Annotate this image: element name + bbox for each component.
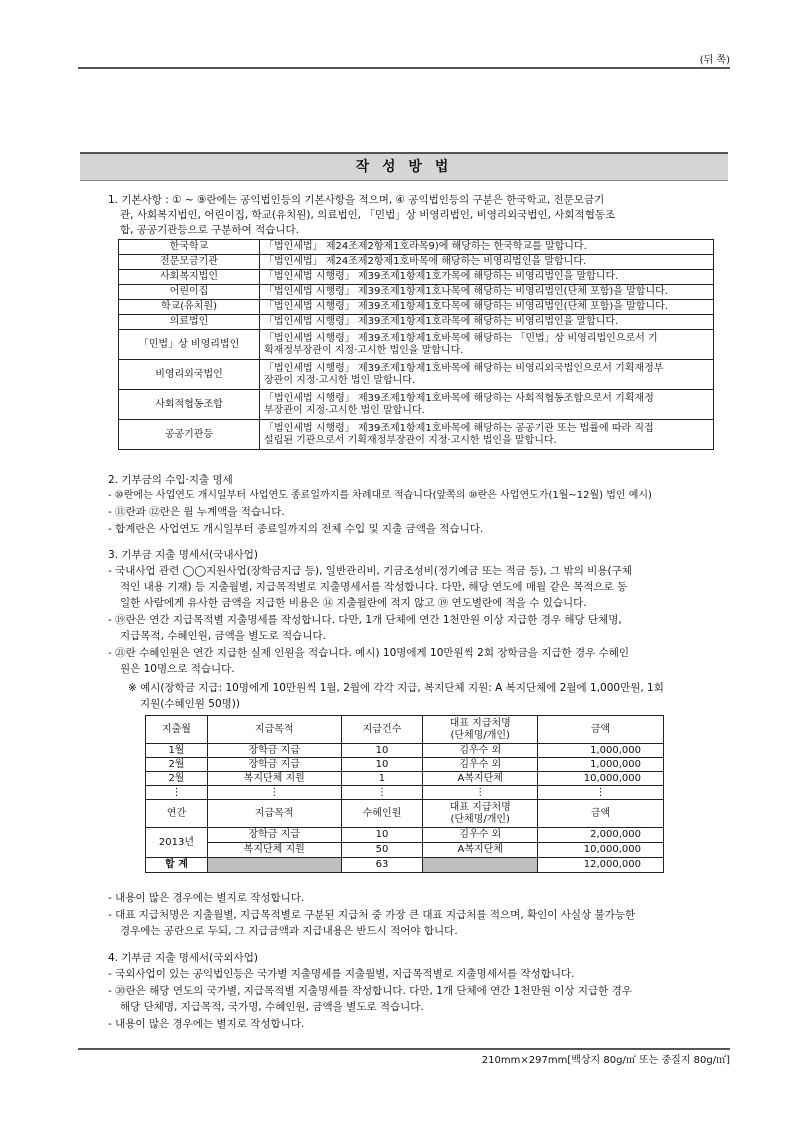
cell: 복지단체 지원 [207,772,341,786]
header-cell [423,716,538,744]
s3-heading: 3. 기부금 지출 명세서(국내사업) [108,549,258,561]
s3-line: - 대표 지급처명은 지출월별, 지급목적별로 구분된 지급처 중 가장 큰 대표 지급처를 적으며, 확인이 사실상 불가능한 [108,909,636,921]
table-row [146,786,664,800]
desc-line: 「법인세법 시행령」 제39조제1항제1호다목에 해당하는 비영리법인(단체 포함)을 말합니다. [264,301,668,312]
s4-line: 해당 단체명, 지급목적, 국가명, 수혜인원, 금액을 별도로 적습니다. [120,1001,424,1013]
header-cell: 수혜인원 [341,800,423,828]
s3-line: - 국내사업 관련 ◯◯지원사업(장학금지급 등), 일반관리비, 기금조성비(정기예금 또는 적금 등), 그 밖의 비용(구체 [108,565,632,577]
cell: 1,000,000 [538,744,664,758]
example-table [145,715,664,873]
s3-line: - ⑲란은 연간 지급목적별 지출명세를 작성합니다. 다만, 1개 단체에 연간 1천만원 이상 지급한 경우 해당 단체명, [108,614,622,626]
desc-cell [260,255,714,270]
s3-example: ※ 예시(장학금 지급: 10명에게 10만원씩 1월, 2월에 각각 지급, 복지단체 지원: A 복지단체에 2월에 1,000만원, 1회 [128,682,664,694]
table-row [119,285,714,300]
table-row [119,270,714,285]
desc-line: 획재정부장관이 지정·고시한 법인을 말합니다. [264,344,464,356]
cell: 10 [341,828,423,843]
cell: A복지단체 [423,843,538,858]
header-cell: 지급목적 [207,800,341,828]
header-line: (단체명/개인) [450,729,510,741]
cell: ⋮ [538,786,664,800]
desc-cell [260,420,714,450]
cell: 복지단체 지원 [207,843,341,858]
type-cell: 한국학교 [119,240,260,255]
total-count: 63 [341,858,423,873]
type-cell: 사회복지법인 [119,270,260,285]
cell: ⋮ [146,786,208,800]
s2-line: - ⑩란에는 사업연도 개시일부터 사업연도 종료일까지를 차례대로 적습니다(앞쪽의 ⑩란은 사업연도가(1월~12월) 법인 예시) [108,490,652,501]
desc-line: 「법인세법 시행령」 제39조제1항제1호바목에 해당하는 사회적협동조합으로서 기획재정 [264,392,654,404]
s3-line: 일한 사람에게 유사한 금액을 지급한 비용은 ⑭ 지출월란에 적지 않고 ⑲ 연도별란에 적을 수 있습니다. [120,597,587,609]
cell: 2,000,000 [538,828,664,843]
cell: 장학금 지급 [207,828,341,843]
desc-cell [260,315,714,330]
s3-line: - 내용이 많은 경우에는 별지로 작성합니다. [108,892,305,904]
cell: 김우수 외 [423,758,538,772]
type-cell: 「민법」상 비영리법인 [119,330,260,360]
desc-line: 「법인세법」 제24조제2항제1호바목에 해당하는 비영리법인을 말합니다. [264,256,587,267]
table-row [119,255,714,270]
cell: 10,000,000 [538,843,664,858]
table-row [146,843,664,858]
desc-line: 「법인세법 시행령」 제39조제1항제1호바목에 해당하는 비영리외국법인으로서 기획재정부 [264,362,664,374]
table-row [146,744,664,758]
desc-line: 설립된 기관으로서 기획재정부장관이 지정·고시한 법인을 말합니다. [264,434,557,446]
desc-line: 장관이 지정·고시한 법인 말합니다. [264,374,416,386]
desc-line: 「법인세법 시행령」 제39조제1항제1호나목에 해당하는 비영리법인(단체 포함)을 말합니다. [264,286,668,297]
total-amount: 12,000,000 [538,858,664,873]
cell: 2월 [146,758,208,772]
cell: 장학금 지급 [207,758,341,772]
table-row [119,360,714,390]
s2-line: - 합계란은 사업연도 개시일부터 종료일까지의 전체 수입 및 지출 금액을 적습니다. [108,523,484,535]
header-cell: 지급건수 [341,716,423,744]
header-cell: 금액 [538,716,664,744]
desc-line: 부장관이 지정·고시한 법인 말합니다. [264,404,425,416]
desc-cell [260,330,714,360]
type-cell: 사회적협동조합 [119,390,260,420]
s3-line: 원은 10명으로 적습니다. [120,663,235,675]
header-cell: 연간 [146,800,208,828]
table-row [119,240,714,255]
desc-cell [260,270,714,285]
type-cell: 어린이집 [119,285,260,300]
header-cell: 지출월 [146,716,208,744]
cell: 2월 [146,772,208,786]
page-title: 작 성 방 법 [80,152,728,181]
cell: 10 [341,758,423,772]
s3-example: 지원(수혜인원 50명)) [140,698,240,710]
cell: 김우수 외 [423,744,538,758]
cell: ⋮ [423,786,538,800]
table-header-row [146,716,664,744]
desc-line: 「법인세법」 제24조제2항제1호라목9)에 해당하는 한국학교를 말합니다. [264,241,587,252]
cell: 10,000,000 [538,772,664,786]
cell: 1 [341,772,423,786]
table-row [119,330,714,360]
cell: 50 [341,843,423,858]
cell: 김우수 외 [423,828,538,843]
table-row [146,772,664,786]
cell: 10 [341,744,423,758]
desc-line: 「법인세법 시행령」 제39조제1항제1호바목에 해당하는 공공기관 또는 법률에 따라 직접 [264,422,654,434]
s2-line: - ⑪란과 ⑫란은 월 누계액을 적습니다. [108,506,285,518]
table-row [146,828,664,843]
table-row [119,420,714,450]
s4-heading: 4. 기부금 지출 명세서(국외사업) [108,952,258,964]
type-cell: 비영리외국법인 [119,360,260,390]
corp-type-table [118,239,714,450]
header-cell: 지급목적 [207,716,341,744]
desc-cell [260,285,714,300]
s3-line: 지급목적, 수혜인원, 금액을 별도로 적습니다. [120,630,326,642]
s3-line: 경우에는 공란으로 두되, 그 지급금액과 지급내용은 반드시 적어야 합니다. [120,925,458,937]
total-row [146,858,664,873]
s1-line: 관, 사회복지법인, 어린이집, 학교(유치원), 의료법인, 「민법」상 비영리법인, 비영리외국법인, 사회적협동조 [120,209,616,221]
s1-line: 합, 공공기관등으로 구분하여 적습니다. [120,224,299,236]
s3-line: 적인 내용 기재) 등 지출월별, 지급목적별로 지출명세서를 작성합니다. 다만, 해당 연도에 매월 같은 목적으로 동 [120,581,628,593]
type-cell: 공공기관등 [119,420,260,450]
table-row [146,758,664,772]
cell: ⋮ [207,786,341,800]
page-side-note: (뒤 쪽) [699,55,730,66]
bottom-rule [78,1048,730,1050]
type-cell: 의료법인 [119,315,260,330]
s2-heading: 2. 기부금의 수입·지출 명세 [108,474,233,486]
header-line: 대표 지급처명 [449,801,511,813]
top-rule [78,67,730,69]
total-label: 합 계 [146,858,208,873]
year-cell: 2013년 [146,828,208,858]
cell: 1,000,000 [538,758,664,772]
s4-line: - 내용이 많은 경우에는 별지로 작성합니다. [108,1018,305,1030]
type-cell: 학교(유치원) [119,300,260,315]
desc-cell [260,300,714,315]
desc-line: 「법인세법 시행령」 제39조제1항제1호바목에 해당하는 「민법」상 비영리법인으로서 기 [264,332,658,344]
header-cell: 금액 [538,800,664,828]
desc-cell [260,390,714,420]
paper-spec: 210mm×297mm[백상지 80g/㎡ 또는 중질지 80g/㎡] [481,1055,730,1066]
cell: A복지단체 [423,772,538,786]
table-header-row [146,800,664,828]
s4-line: - ㉚란은 해당 연도의 국가별, 지급목적별 지출명세를 작성합니다. 다만, 1개 단체에 연간 1천만원 이상 지급한 경우 [108,985,632,997]
desc-line: 「법인세법 시행령」 제39조제1항제1호가목에 해당하는 비영리법인을 말합니다. [264,271,619,282]
cell: 장학금 지급 [207,744,341,758]
desc-cell [260,360,714,390]
gray-cell [207,858,341,873]
cell: 1월 [146,744,208,758]
header-cell [423,800,538,828]
desc-cell [260,240,714,255]
table-row [119,300,714,315]
desc-line: 「법인세법 시행령」 제39조제1항제1호라목에 해당하는 비영리법인을 말합니다. [264,316,619,327]
header-line: (단체명/개인) [450,813,510,825]
cell: ⋮ [341,786,423,800]
table-row [119,390,714,420]
gray-cell [423,858,538,873]
type-cell: 전문모금기관 [119,255,260,270]
s4-line: - 국외사업이 있는 공익법인등은 국가별 지출명세를 지출월별, 지급목적별로 지출명세서를 작성합니다. [108,968,575,980]
header-line: 대표 지급처명 [449,717,511,729]
s3-line: - ㉑란 수혜인원은 연간 지급한 실제 인원을 적습니다. 예시) 10명에게 10만원씩 2회 장학금을 지급한 경우 수혜인 [108,647,630,659]
s1-line: 1. 기본사항 : ① ~ ⑨란에는 공익법인등의 기본사항을 적으며, ④ 공익법인등의 구분은 한국학교, 전문모금기 [108,194,605,206]
table-row [119,315,714,330]
